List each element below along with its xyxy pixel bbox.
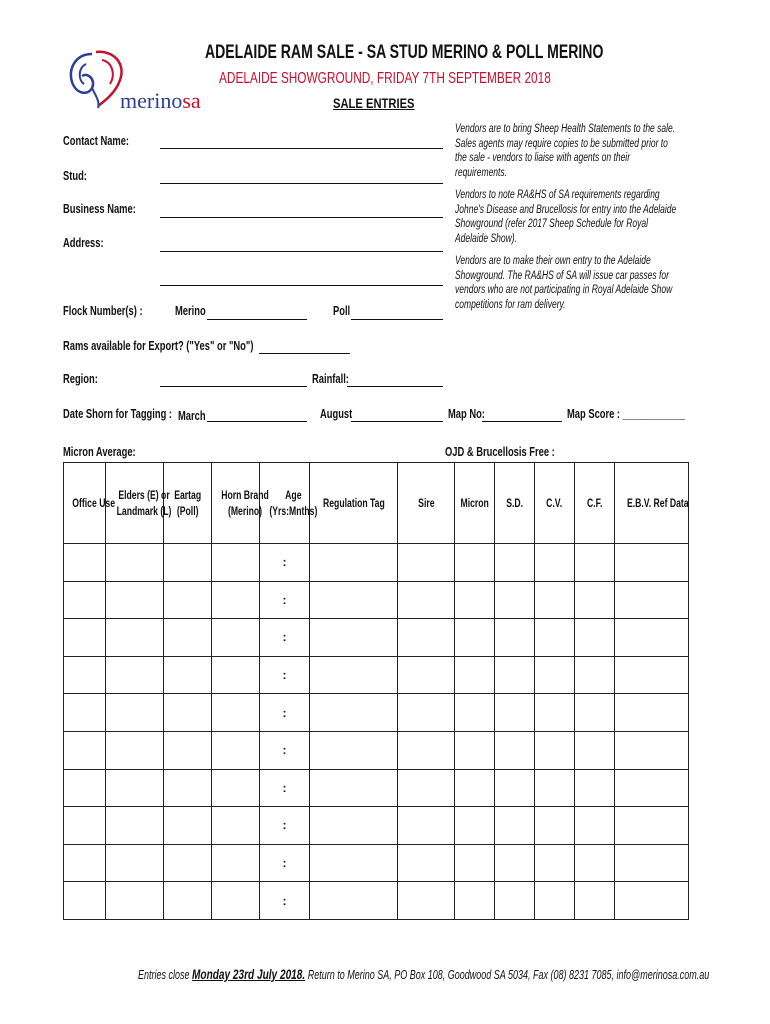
region-field[interactable] bbox=[160, 386, 307, 387]
table-cell[interactable] bbox=[398, 807, 455, 845]
col-sd: S.D. bbox=[495, 463, 535, 544]
table-cell[interactable] bbox=[260, 844, 310, 882]
table-cell[interactable] bbox=[310, 882, 398, 920]
logo-text-merino: merino bbox=[120, 88, 183, 113]
business-name-label: Business Name: bbox=[63, 201, 136, 216]
table-cell[interactable] bbox=[164, 619, 212, 657]
table-cell[interactable] bbox=[64, 619, 106, 657]
merino-label: Merino bbox=[175, 303, 206, 318]
table-cell[interactable] bbox=[495, 882, 535, 920]
age-separator: : bbox=[282, 630, 287, 645]
table-cell[interactable] bbox=[575, 807, 615, 845]
table-cell[interactable] bbox=[212, 807, 260, 845]
address-label: Address: bbox=[63, 235, 104, 250]
col-age: Age (Yrs:Mnths) bbox=[260, 463, 310, 544]
merino-flock-field[interactable] bbox=[207, 319, 307, 320]
table-cell[interactable] bbox=[495, 581, 535, 619]
region-label: Region: bbox=[63, 371, 98, 386]
contact-name-label: Contact Name: bbox=[63, 133, 130, 148]
table-row bbox=[64, 731, 689, 769]
table-cell[interactable] bbox=[106, 694, 164, 732]
page-subtitle: ADELAIDE SHOWGROUND, FRIDAY 7TH SEPTEMBER 2018 bbox=[219, 70, 551, 87]
table-cell[interactable] bbox=[164, 882, 212, 920]
table-row bbox=[64, 882, 689, 920]
table-cell[interactable] bbox=[64, 544, 106, 582]
table-row bbox=[64, 694, 689, 732]
table-cell[interactable] bbox=[164, 844, 212, 882]
page-title: ADELAIDE RAM SALE - SA STUD MERINO & POLL MERINO bbox=[205, 42, 604, 63]
table-cell[interactable] bbox=[398, 619, 455, 657]
note-entry: Vendors are to make their own entry to the Adelaide Showground. The RA&HS of SA will issue car passes for vendors who are not participating in Royal Adelaide Show competitions for ram delivery. bbox=[455, 255, 673, 311]
table-cell[interactable] bbox=[212, 731, 260, 769]
col-cv: C.V. bbox=[535, 463, 575, 544]
table-cell[interactable] bbox=[310, 731, 398, 769]
table-cell[interactable] bbox=[398, 844, 455, 882]
table-cell[interactable] bbox=[455, 807, 495, 845]
table-cell[interactable] bbox=[615, 731, 689, 769]
poll-flock-field[interactable] bbox=[351, 319, 443, 320]
table-cell[interactable] bbox=[164, 731, 212, 769]
table-row bbox=[64, 581, 689, 619]
august-date-field[interactable] bbox=[351, 421, 443, 422]
age-separator: : bbox=[282, 780, 287, 795]
table-cell[interactable] bbox=[64, 656, 106, 694]
date-shorn-label: Date Shorn for Tagging : bbox=[63, 406, 173, 421]
table-cell[interactable] bbox=[398, 694, 455, 732]
table-cell[interactable] bbox=[212, 844, 260, 882]
table-cell[interactable] bbox=[64, 844, 106, 882]
table-cell[interactable] bbox=[310, 844, 398, 882]
stud-label: Stud: bbox=[63, 168, 87, 183]
table-cell[interactable] bbox=[106, 731, 164, 769]
table-cell[interactable] bbox=[106, 807, 164, 845]
table-cell[interactable] bbox=[615, 544, 689, 582]
table-cell[interactable] bbox=[164, 769, 212, 807]
table-cell[interactable] bbox=[310, 656, 398, 694]
col-eartag: Eartag (Poll) bbox=[164, 463, 212, 544]
table-cell[interactable] bbox=[64, 581, 106, 619]
table-cell[interactable] bbox=[64, 731, 106, 769]
table-cell[interactable] bbox=[398, 581, 455, 619]
col-elders-landmark: Elders (E) or Landmark (L) bbox=[106, 463, 164, 544]
footer-contact: Return to Merino SA, PO Box 108, Goodwood SA 5034, Fax (08) 8231 7085, info@merinosa.com.au bbox=[305, 968, 710, 982]
table-cell[interactable] bbox=[615, 619, 689, 657]
col-ebv-ref-data: E.B.V. Ref Data bbox=[615, 463, 689, 544]
table-cell[interactable] bbox=[615, 807, 689, 845]
export-field[interactable] bbox=[259, 353, 350, 354]
rainfall-field[interactable] bbox=[347, 386, 443, 387]
address-field-line-2[interactable] bbox=[160, 285, 443, 286]
table-cell[interactable] bbox=[535, 769, 575, 807]
table-cell[interactable] bbox=[575, 731, 615, 769]
table-row bbox=[64, 656, 689, 694]
table-cell[interactable] bbox=[260, 619, 310, 657]
table-cell[interactable] bbox=[455, 731, 495, 769]
table-cell[interactable] bbox=[575, 581, 615, 619]
table-cell[interactable] bbox=[455, 656, 495, 694]
flock-numbers-label: Flock Number(s) : bbox=[63, 303, 143, 318]
col-horn-brand: Horn Brand (Merino) bbox=[212, 463, 260, 544]
table-cell[interactable] bbox=[106, 656, 164, 694]
age-separator: : bbox=[282, 592, 287, 607]
table-cell[interactable] bbox=[106, 769, 164, 807]
table-cell[interactable] bbox=[455, 619, 495, 657]
table-row bbox=[64, 844, 689, 882]
export-label: Rams available for Export? ("Yes" or "No") bbox=[63, 338, 254, 353]
age-separator: : bbox=[282, 893, 287, 908]
vendor-notes bbox=[455, 122, 677, 180]
table-cell[interactable] bbox=[575, 882, 615, 920]
table-cell[interactable] bbox=[575, 844, 615, 882]
table-cell[interactable] bbox=[455, 544, 495, 582]
age-separator: : bbox=[282, 668, 287, 683]
note-health-statements: Vendors are to bring Sheep Health Statements to the sale. Sales agents may require copies to be submitted prior to the sale - vendors to liaise with agents on their requirements. bbox=[455, 123, 676, 179]
table-cell[interactable] bbox=[260, 769, 310, 807]
table-cell[interactable] bbox=[575, 656, 615, 694]
table-cell[interactable] bbox=[164, 807, 212, 845]
table-cell[interactable] bbox=[535, 882, 575, 920]
table-cell[interactable] bbox=[164, 544, 212, 582]
table-cell[interactable] bbox=[106, 544, 164, 582]
march-date-field[interactable] bbox=[207, 421, 307, 422]
age-separator: : bbox=[282, 818, 287, 833]
table-cell[interactable] bbox=[164, 694, 212, 732]
table-cell[interactable] bbox=[310, 769, 398, 807]
table-cell[interactable] bbox=[495, 544, 535, 582]
merino-sa-logo bbox=[62, 44, 202, 124]
table-cell[interactable] bbox=[260, 731, 310, 769]
table-cell[interactable] bbox=[212, 769, 260, 807]
table-cell[interactable] bbox=[64, 769, 106, 807]
age-separator: : bbox=[282, 705, 287, 720]
table-cell[interactable] bbox=[398, 882, 455, 920]
table-cell[interactable] bbox=[260, 807, 310, 845]
footer-deadline: Monday 23rd July 2018. bbox=[192, 966, 306, 982]
table-row bbox=[64, 769, 689, 807]
table-cell[interactable] bbox=[260, 581, 310, 619]
table-cell[interactable] bbox=[398, 769, 455, 807]
table-cell[interactable] bbox=[495, 694, 535, 732]
table-cell[interactable] bbox=[575, 619, 615, 657]
map-score-label: Map Score : ____________ bbox=[567, 406, 686, 421]
map-no-field[interactable] bbox=[482, 421, 562, 422]
table-cell[interactable] bbox=[615, 844, 689, 882]
table-cell[interactable] bbox=[260, 882, 310, 920]
table-cell[interactable] bbox=[615, 581, 689, 619]
table-cell[interactable] bbox=[260, 694, 310, 732]
table-cell[interactable] bbox=[310, 544, 398, 582]
table-cell[interactable] bbox=[310, 619, 398, 657]
table-cell[interactable] bbox=[535, 694, 575, 732]
table-cell[interactable] bbox=[164, 581, 212, 619]
table-cell[interactable] bbox=[455, 694, 495, 732]
table-cell[interactable] bbox=[106, 882, 164, 920]
table-cell[interactable] bbox=[398, 731, 455, 769]
table-cell[interactable] bbox=[615, 769, 689, 807]
footer-note bbox=[138, 966, 709, 982]
table-cell[interactable] bbox=[535, 731, 575, 769]
table-cell[interactable] bbox=[575, 544, 615, 582]
vendor-notes-johnes bbox=[455, 188, 677, 246]
table-cell[interactable] bbox=[106, 619, 164, 657]
col-cf: C.F. bbox=[575, 463, 615, 544]
business-name-field[interactable] bbox=[160, 217, 443, 218]
map-no-label: Map No: bbox=[448, 406, 485, 421]
col-office-use: Office Use bbox=[64, 463, 106, 544]
august-label: August bbox=[320, 406, 353, 421]
note-johnes: Vendors to note RA&HS of SA requirements regarding Johne's Disease and Brucellosis for entry into the Adelaide Showground (refer 2017 Sheep Schedule for Royal Adelaide Show). bbox=[455, 189, 677, 245]
table-cell[interactable] bbox=[575, 694, 615, 732]
contact-name-field[interactable] bbox=[160, 148, 443, 149]
table-cell[interactable] bbox=[535, 844, 575, 882]
table-cell[interactable] bbox=[615, 656, 689, 694]
table-cell[interactable] bbox=[164, 656, 212, 694]
table-cell[interactable] bbox=[535, 807, 575, 845]
table-cell[interactable] bbox=[535, 544, 575, 582]
table-cell[interactable] bbox=[106, 844, 164, 882]
col-micron: Micron bbox=[455, 463, 495, 544]
sale-entries-table bbox=[63, 462, 689, 920]
table-cell[interactable] bbox=[535, 656, 575, 694]
table-cell[interactable] bbox=[310, 694, 398, 732]
table-cell[interactable] bbox=[64, 882, 106, 920]
table-cell[interactable] bbox=[398, 656, 455, 694]
age-separator: : bbox=[282, 856, 287, 871]
table-cell[interactable] bbox=[495, 807, 535, 845]
table-cell[interactable] bbox=[535, 581, 575, 619]
ojd-brucellosis-label: OJD & Brucellosis Free : bbox=[445, 444, 555, 459]
col-sire: Sire bbox=[398, 463, 455, 544]
table-cell[interactable] bbox=[455, 581, 495, 619]
rainfall-label: Rainfall: bbox=[312, 371, 349, 386]
micron-average-label: Micron Average: bbox=[63, 444, 136, 459]
poll-label: Poll bbox=[333, 303, 351, 318]
table-cell[interactable] bbox=[64, 807, 106, 845]
table-row bbox=[64, 619, 689, 657]
table-cell[interactable] bbox=[615, 882, 689, 920]
table-cell[interactable] bbox=[260, 656, 310, 694]
table-cell[interactable] bbox=[495, 619, 535, 657]
table-cell[interactable] bbox=[212, 694, 260, 732]
table-cell[interactable] bbox=[398, 544, 455, 582]
col-regulation-tag: Regulation Tag bbox=[310, 463, 398, 544]
table-row bbox=[64, 544, 689, 582]
logo-text-sa: sa bbox=[182, 88, 201, 113]
march-label: March bbox=[178, 408, 206, 423]
table-cell[interactable] bbox=[495, 656, 535, 694]
table-cell[interactable] bbox=[212, 581, 260, 619]
table-cell[interactable] bbox=[495, 731, 535, 769]
table-cell[interactable] bbox=[106, 581, 164, 619]
table-row bbox=[64, 807, 689, 845]
age-separator: : bbox=[282, 743, 287, 758]
table-cell[interactable] bbox=[212, 882, 260, 920]
table-cell[interactable] bbox=[495, 769, 535, 807]
stud-field[interactable] bbox=[160, 183, 443, 184]
sale-entries-heading: SALE ENTRIES bbox=[333, 95, 415, 111]
table-cell[interactable] bbox=[212, 656, 260, 694]
vendor-notes-entry bbox=[455, 254, 677, 312]
table-cell[interactable] bbox=[212, 544, 260, 582]
table-cell[interactable] bbox=[310, 581, 398, 619]
table-cell[interactable] bbox=[455, 844, 495, 882]
table-cell[interactable] bbox=[212, 619, 260, 657]
table-cell[interactable] bbox=[535, 619, 575, 657]
footer-prefix: Entries close bbox=[138, 968, 193, 982]
table-cell[interactable] bbox=[260, 544, 310, 582]
age-separator: : bbox=[282, 555, 287, 570]
table-cell[interactable] bbox=[495, 844, 535, 882]
table-cell[interactable] bbox=[455, 882, 495, 920]
address-field-line-1[interactable] bbox=[160, 251, 443, 252]
table-cell[interactable] bbox=[575, 769, 615, 807]
table-cell[interactable] bbox=[455, 769, 495, 807]
table-cell[interactable] bbox=[310, 807, 398, 845]
table-cell[interactable] bbox=[64, 694, 106, 732]
table-cell[interactable] bbox=[615, 694, 689, 732]
table-header-row bbox=[64, 463, 689, 544]
